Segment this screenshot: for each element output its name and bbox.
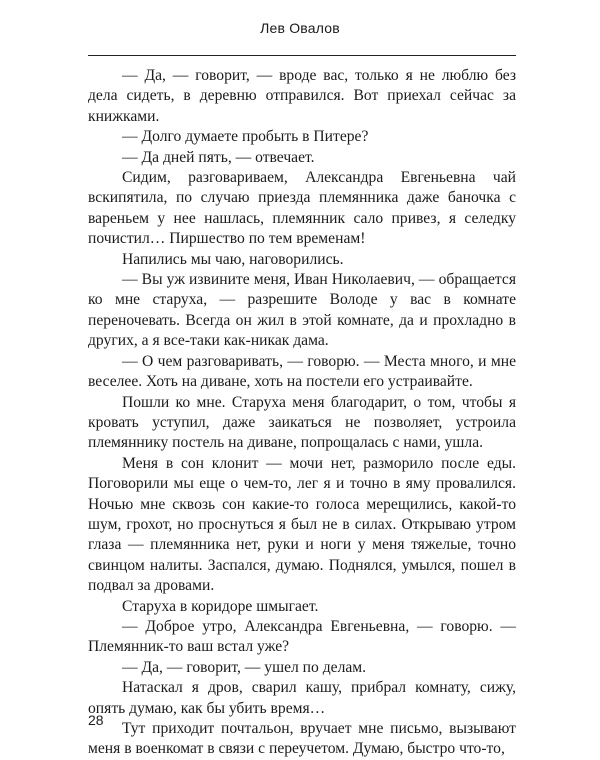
paragraph: — Да, — говорит, — ушел по делам.	[122, 658, 367, 676]
page-header: Лев Овалов	[260, 20, 340, 36]
paragraph: Натаскал я дров, сварил кашу, прибрал комнату, сижу, опять думаю, как бы убить время…	[88, 679, 516, 717]
page-number: 28	[88, 712, 104, 728]
paragraph: Старуха в коридоре шмыгает.	[122, 597, 319, 615]
paragraph: — Вы уж извините меня, Иван Николаевич, — обращается ко мне старуха, — разрешите Володе у вас в комнате переночевать. Всегда он жил в этой комнате, да и прохладно в других, а я все-таки как-никак дама.	[88, 271, 516, 350]
paragraph: — Доброе утро, Александра Евгеньевна, — говорю. — Племянник-то ваш встал уже?	[88, 617, 516, 656]
paragraph: Меня в сон клонит — мочи нет, разморило после еды. Поговорили мы еще о чем-то, лег я и точно в яму провалился. Ночью мне сквозь сон какие-то голоса мерещились, какой-то шум, грохот, но проснуться я был не в силах. Открываю утром глаза — племянника нет, руки и ноги у меня тяжелые, точно свинцом налиты. Заспался, думаю. Поднялся, умылся, пошел в подвал за дровами.	[88, 454, 516, 595]
paragraph: — Долго думаете пробыть в Питере?	[122, 128, 369, 146]
paragraph: — Да, — говорит, — вроде вас, только я не люблю без дела сидеть, в деревню отправился. Вот приехал сейчас за книжками.	[88, 67, 516, 125]
paragraph: Напились мы чаю, наговорились.	[122, 250, 344, 268]
paragraph: — О чем разговаривать, — говорю. — Места много, и мне веселее. Хоть на диване, хоть на постели его устраивайте.	[88, 352, 516, 391]
paragraph: — Да дней пять, — отвечает.	[122, 148, 315, 166]
paragraph: Тут приходит почтальон, вручает мне письмо, вызывают меня в военкомат в связи с переучетом. Думаю, быстро что-то,	[88, 720, 516, 758]
header-divider	[88, 55, 516, 56]
paragraph: Сидим, разговариваем, Александра Евгеньевна чай вскипятила, по случаю приезда племянника даже баночка с вареньем у нее нашлась, племянник сало привез, я селедку почистил… Пиршество по тем временам!	[88, 169, 516, 248]
paragraph: Пошли ко мне. Старуха меня благодарит, о том, чтобы я кровать уступил, даже заикаться не позволяет, устроила племяннику постель на диване, попрощалась с нами, ушла.	[88, 393, 516, 452]
body-text	[88, 66, 516, 760]
